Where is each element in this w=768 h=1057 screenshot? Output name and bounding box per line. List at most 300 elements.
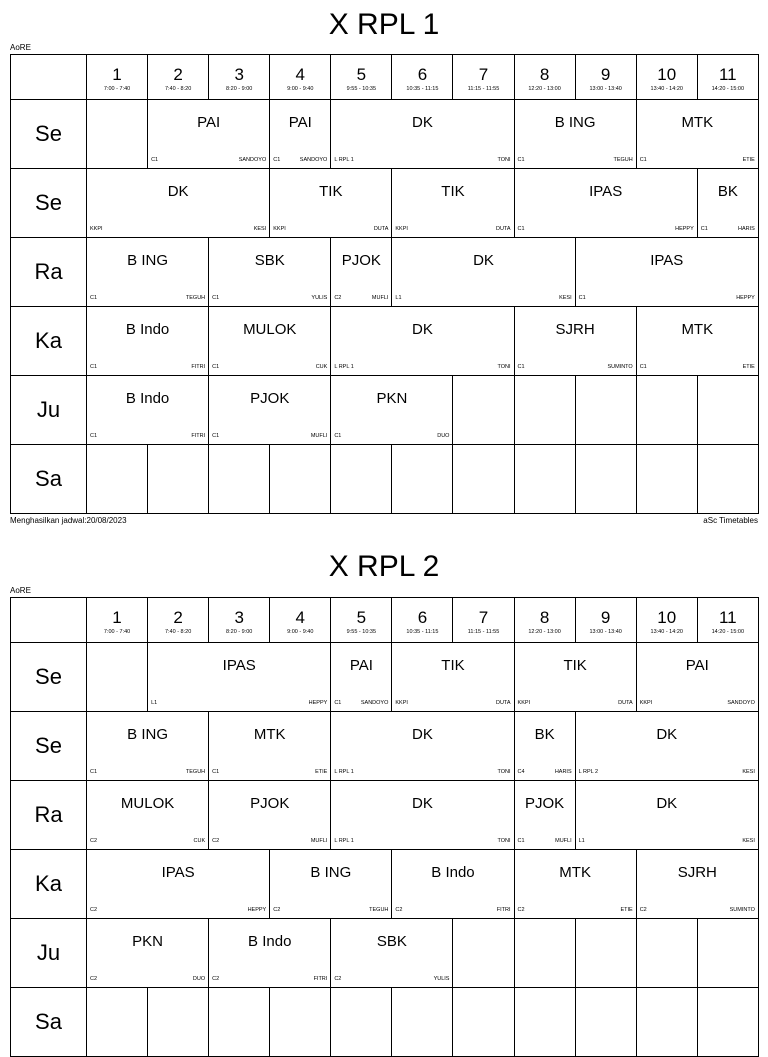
timetable — [10, 54, 759, 514]
period-header — [453, 55, 514, 100]
period-number: 4 — [295, 65, 305, 84]
subject-name: DK — [167, 183, 189, 200]
teacher-name: SANDOYO — [299, 157, 328, 163]
room-code: C2 — [273, 907, 281, 913]
teacher-name: DUTA — [495, 226, 511, 232]
period-header — [331, 598, 392, 643]
day-row — [11, 988, 759, 1057]
lesson-cell — [697, 169, 758, 238]
subject-name: PAI — [197, 114, 221, 131]
period-number: 6 — [417, 608, 428, 627]
subject-name: PJOK — [524, 795, 565, 812]
empty-cell — [575, 988, 636, 1057]
day-row — [11, 445, 759, 514]
subject-name: PKN — [132, 933, 163, 950]
room-code: C1 — [90, 364, 98, 370]
period-time: 12:20 - 13:00 — [528, 629, 561, 635]
room-code: KKPI — [395, 700, 408, 706]
period-number: 3 — [234, 608, 244, 627]
teacher-name: SANDOYO — [360, 700, 389, 706]
room-code: C2 — [90, 976, 98, 982]
subject-name: DK — [656, 726, 678, 743]
period-header — [636, 55, 697, 100]
teacher-name: ETIE — [742, 157, 755, 163]
room-code: L1 — [151, 700, 158, 706]
day-label: Se — [11, 169, 87, 238]
teacher-name: SANDOYO — [238, 157, 267, 163]
teacher-name: TONI — [497, 769, 511, 775]
period-number: 5 — [356, 608, 367, 627]
teacher-name: HEPPY — [247, 907, 267, 913]
subject-name: B ING — [554, 114, 596, 131]
room-code: KKPI — [395, 226, 408, 232]
teacher-name: FITRI — [191, 433, 206, 439]
empty-cell — [636, 376, 697, 445]
empty-cell — [514, 919, 575, 988]
empty-cell — [331, 445, 392, 514]
teacher-name: TONI — [497, 157, 511, 163]
teacher-name: HEPPY — [675, 226, 694, 232]
teacher-name: ETIE — [742, 364, 755, 370]
lesson-cell — [148, 100, 270, 169]
room-code: C1 — [578, 295, 586, 301]
room-code: L RPL 1 — [334, 838, 354, 844]
period-number: 7 — [478, 608, 489, 627]
subject-name: TIK — [563, 657, 587, 674]
period-time: 13:00 - 13:40 — [589, 629, 622, 635]
room-code: C1 — [334, 700, 342, 706]
period-number: 4 — [295, 608, 305, 627]
teacher-name: DUTA — [373, 226, 389, 232]
period-time: 7:00 - 7:40 — [103, 86, 131, 92]
empty-cell — [453, 445, 514, 514]
teacher-name: KESI — [742, 769, 755, 775]
lesson-cell — [87, 307, 209, 376]
room-code: C1 — [700, 226, 708, 232]
lesson-cell — [270, 169, 392, 238]
empty-cell — [148, 445, 209, 514]
corner-cell — [11, 598, 87, 643]
day-label: Sa — [11, 988, 87, 1057]
subject-name: DK — [412, 795, 433, 812]
period-time: 8:20 - 9:00 — [226, 629, 253, 635]
period-header — [209, 55, 270, 100]
subject-name: BK — [534, 726, 555, 743]
subject-name: DK — [656, 795, 678, 812]
room-code: C2 — [334, 295, 342, 301]
teacher-name: HEPPY — [308, 700, 328, 706]
empty-cell — [392, 445, 453, 514]
empty-cell — [636, 919, 697, 988]
empty-cell — [270, 445, 331, 514]
empty-cell — [575, 376, 636, 445]
room-code: C1 — [212, 295, 220, 301]
lesson-cell — [331, 781, 514, 850]
subject-name: SJRH — [555, 321, 595, 338]
period-number: 11 — [718, 608, 737, 627]
subject-name: DK — [412, 321, 433, 338]
lesson-cell — [514, 307, 636, 376]
empty-cell — [697, 919, 758, 988]
period-header — [87, 55, 148, 100]
day-row — [11, 781, 759, 850]
period-header — [87, 598, 148, 643]
room-code: C2 — [517, 907, 525, 913]
day-label: Ju — [11, 376, 87, 445]
subject-name: PAI — [349, 657, 373, 674]
period-header — [575, 598, 636, 643]
room-code: C1 — [273, 157, 281, 163]
day-label: Ka — [11, 307, 87, 376]
teacher-name: HARIS — [554, 769, 572, 775]
teacher-name: KESI — [559, 295, 572, 301]
period-header — [453, 598, 514, 643]
empty-cell — [87, 445, 148, 514]
subject-name: PJOK — [250, 390, 290, 407]
room-code: C1 — [334, 433, 342, 439]
period-time: 13:00 - 13:40 — [589, 86, 622, 92]
period-header — [514, 598, 575, 643]
teacher-name: DUO — [437, 433, 450, 439]
day-row — [11, 850, 759, 919]
subject-name: B ING — [127, 252, 168, 269]
period-header — [514, 55, 575, 100]
room-code: C2 — [212, 838, 220, 844]
period-time: 13:40 - 14:20 — [650, 86, 683, 92]
room-code: L RPL 1 — [334, 769, 354, 775]
corner-cell — [11, 55, 87, 100]
day-label: Se — [11, 643, 87, 712]
period-header — [636, 598, 697, 643]
empty-cell — [453, 376, 514, 445]
lesson-cell — [87, 712, 209, 781]
lesson-cell — [270, 850, 392, 919]
lesson-cell — [514, 169, 697, 238]
lesson-cell — [209, 376, 331, 445]
period-number: 5 — [356, 65, 367, 84]
lesson-cell — [87, 238, 209, 307]
period-time: 7:40 - 8:20 — [164, 86, 192, 92]
period-time: 14:20 - 15:00 — [711, 629, 745, 635]
day-row — [11, 643, 759, 712]
subject-name: MTK — [559, 864, 591, 881]
period-header — [575, 55, 636, 100]
subject-name: B Indo — [431, 864, 475, 881]
day-label: Ra — [11, 781, 87, 850]
subject-name: DK — [412, 114, 433, 131]
room-code: C2 — [395, 907, 403, 913]
subject-name: PAI — [288, 114, 312, 131]
teacher-name: FITRI — [313, 976, 328, 982]
subject-name: DK — [412, 726, 433, 743]
lesson-cell — [148, 643, 331, 712]
subject-name: B ING — [310, 864, 352, 881]
empty-cell — [148, 988, 209, 1057]
generated-date: Menghasilkan jadwal:20/08/2023 — [10, 516, 127, 525]
room-code: C1 — [517, 226, 525, 232]
lesson-cell — [392, 238, 575, 307]
lesson-cell — [331, 643, 392, 712]
room-code: C1 — [212, 433, 220, 439]
room-code: C1 — [212, 769, 220, 775]
teacher-name: HEPPY — [736, 295, 755, 301]
subject-name: B Indo — [248, 933, 292, 950]
teacher-name: TEGUH — [185, 769, 206, 775]
room-code: C2 — [639, 907, 647, 913]
empty-cell — [87, 988, 148, 1057]
period-time: 9:00 - 9:40 — [287, 86, 314, 92]
lesson-cell — [575, 781, 758, 850]
subject-name: MULOK — [120, 795, 175, 812]
lesson-cell — [331, 238, 392, 307]
teacher-name: TONI — [497, 364, 511, 370]
subject-name: DK — [473, 252, 494, 269]
period-time: 14:20 - 15:00 — [711, 86, 745, 92]
timetable-title: X RPL 2 — [328, 550, 440, 583]
subject-name: B Indo — [125, 321, 170, 338]
lesson-cell — [575, 238, 758, 307]
day-label: Ra — [11, 238, 87, 307]
period-number: 10 — [657, 608, 677, 627]
subject-name: TIK — [441, 183, 465, 200]
period-number: 1 — [112, 608, 122, 627]
subject-name: SJRH — [677, 864, 717, 881]
room-code: L1 — [578, 838, 585, 844]
teacher-name: DUTA — [618, 700, 633, 706]
day-label: Se — [11, 100, 87, 169]
period-time: 9:55 - 10:35 — [346, 629, 377, 635]
period-number: 6 — [417, 65, 428, 84]
room-code: C1 — [517, 157, 525, 163]
lesson-cell — [514, 100, 636, 169]
school-label: AoRE — [10, 586, 31, 595]
teacher-name: ETIE — [620, 907, 633, 913]
period-header — [697, 55, 758, 100]
empty-cell — [392, 988, 453, 1057]
subject-name: IPAS — [161, 864, 195, 881]
empty-cell — [453, 988, 514, 1057]
day-label: Ju — [11, 919, 87, 988]
room-code: C1 — [90, 433, 98, 439]
period-number: 2 — [173, 65, 183, 84]
lesson-cell — [392, 169, 514, 238]
day-row — [11, 169, 759, 238]
room-code: C1 — [517, 838, 525, 844]
period-time: 10:35 - 11:15 — [406, 629, 439, 635]
period-header — [392, 55, 453, 100]
day-label: Se — [11, 712, 87, 781]
teacher-name: DUTA — [495, 700, 511, 706]
subject-name: PAI — [685, 657, 709, 674]
teacher-name: KESI — [742, 838, 755, 844]
lesson-cell — [331, 307, 514, 376]
lesson-cell — [392, 643, 514, 712]
subject-name: MULOK — [243, 321, 297, 338]
timetable-title: X RPL 1 — [328, 8, 440, 41]
teacher-name: ETIE — [315, 769, 328, 775]
room-code: L RPL 1 — [334, 157, 354, 163]
room-code: C1 — [639, 157, 647, 163]
room-code: C4 — [517, 769, 525, 775]
lesson-cell — [331, 919, 453, 988]
subject-name: IPAS — [589, 183, 623, 200]
subject-name: IPAS — [650, 252, 684, 269]
teacher-name: MUFLI — [310, 433, 328, 439]
subject-name: SBK — [254, 252, 285, 269]
period-number: 1 — [112, 65, 122, 84]
lesson-cell — [636, 850, 758, 919]
empty-cell — [270, 988, 331, 1057]
period-header — [270, 598, 331, 643]
teacher-name: MUFLI — [555, 838, 572, 844]
teacher-name: TONI — [497, 838, 511, 844]
empty-cell — [697, 376, 758, 445]
room-code: KKPI — [639, 700, 653, 706]
lesson-cell — [209, 307, 331, 376]
teacher-name: TEGUH — [613, 157, 633, 163]
period-time: 9:00 - 9:40 — [287, 629, 314, 635]
empty-cell — [87, 643, 148, 712]
period-time: 12:20 - 13:00 — [528, 86, 561, 92]
teacher-name: FITRI — [191, 364, 206, 370]
room-code: L RPL 2 — [578, 769, 599, 775]
room-code: L RPL 1 — [334, 364, 354, 370]
lesson-cell — [575, 712, 758, 781]
teacher-name: HARIS — [738, 226, 755, 232]
subject-name: PJOK — [250, 795, 290, 812]
lesson-cell — [87, 919, 209, 988]
day-row — [11, 307, 759, 376]
empty-cell — [514, 988, 575, 1057]
period-time: 11:15 - 11:55 — [467, 629, 500, 635]
room-code: C1 — [90, 769, 98, 775]
day-label: Ka — [11, 850, 87, 919]
teacher-name: YULIS — [433, 976, 450, 982]
lesson-cell — [331, 376, 453, 445]
empty-cell — [636, 988, 697, 1057]
lesson-cell — [514, 643, 636, 712]
day-row — [11, 919, 759, 988]
school-label: AoRE — [10, 43, 31, 52]
subject-name: B Indo — [125, 390, 170, 407]
room-code: C2 — [90, 838, 98, 844]
teacher-name: TEGUH — [185, 295, 206, 301]
teacher-name: KESI — [253, 226, 267, 232]
room-code: C1 — [639, 364, 647, 370]
period-time: 11:15 - 11:55 — [467, 86, 500, 92]
subject-name: PJOK — [341, 252, 381, 269]
subject-name: PKN — [376, 390, 408, 407]
subject-name: TIK — [319, 183, 343, 200]
period-number: 9 — [600, 65, 611, 84]
period-time: 8:20 - 9:00 — [226, 86, 253, 92]
teacher-name: CUK — [193, 838, 206, 844]
subject-name: MTK — [681, 114, 714, 131]
lesson-cell — [331, 712, 514, 781]
room-code: KKPI — [273, 226, 286, 232]
room-code: L1 — [395, 295, 402, 301]
period-number: 3 — [234, 65, 244, 84]
lesson-cell — [331, 100, 514, 169]
lesson-cell — [87, 781, 209, 850]
room-code: KKPI — [517, 700, 531, 706]
teacher-name: DUO — [192, 976, 206, 982]
period-header — [697, 598, 758, 643]
footer-brand: aSc Timetables — [703, 516, 758, 525]
subject-name: IPAS — [222, 657, 256, 674]
lesson-cell — [514, 712, 575, 781]
empty-cell — [514, 445, 575, 514]
lesson-cell — [636, 100, 758, 169]
room-code: C1 — [212, 364, 220, 370]
lesson-cell — [87, 169, 270, 238]
header-row — [11, 55, 759, 100]
lesson-cell — [514, 850, 636, 919]
period-header — [148, 598, 209, 643]
teacher-name: SUMINTO — [729, 907, 755, 913]
period-number: 8 — [539, 65, 550, 84]
subject-name: B ING — [127, 726, 168, 743]
period-time: 13:40 - 14:20 — [650, 629, 683, 635]
lesson-cell — [209, 238, 331, 307]
period-header — [148, 55, 209, 100]
period-time: 10:35 - 11:15 — [406, 86, 439, 92]
period-number: 2 — [173, 608, 183, 627]
day-label: Sa — [11, 445, 87, 514]
lesson-cell — [209, 919, 331, 988]
lesson-cell — [270, 100, 331, 169]
teacher-name: YULIS — [311, 295, 328, 301]
empty-cell — [636, 445, 697, 514]
period-number: 10 — [657, 65, 677, 84]
subject-name: TIK — [441, 657, 465, 674]
empty-cell — [575, 919, 636, 988]
room-code: C1 — [151, 157, 159, 163]
subject-name: BK — [717, 183, 738, 200]
teacher-name: MUFLI — [310, 838, 328, 844]
period-header — [392, 598, 453, 643]
period-header — [270, 55, 331, 100]
teacher-name: TEGUH — [369, 907, 389, 913]
period-header — [209, 598, 270, 643]
lesson-cell — [87, 850, 270, 919]
empty-cell — [697, 445, 758, 514]
day-row — [11, 376, 759, 445]
day-row — [11, 100, 759, 169]
period-time: 9:55 - 10:35 — [346, 86, 377, 92]
lesson-cell — [209, 712, 331, 781]
lesson-cell — [392, 850, 514, 919]
empty-cell — [575, 445, 636, 514]
day-row — [11, 712, 759, 781]
room-code: C2 — [212, 976, 220, 982]
lesson-cell — [636, 307, 758, 376]
timetable — [10, 597, 759, 1057]
subject-name: SBK — [376, 933, 407, 950]
empty-cell — [209, 988, 270, 1057]
empty-cell — [331, 988, 392, 1057]
period-time: 7:00 - 7:40 — [103, 629, 131, 635]
room-code: C2 — [90, 907, 98, 913]
subject-name: MTK — [681, 321, 714, 338]
header-row — [11, 598, 759, 643]
room-code: C1 — [517, 364, 525, 370]
room-code: KKPI — [90, 226, 103, 232]
empty-cell — [697, 988, 758, 1057]
empty-cell — [453, 919, 514, 988]
room-code: C1 — [90, 295, 98, 301]
teacher-name: CUK — [315, 364, 328, 370]
